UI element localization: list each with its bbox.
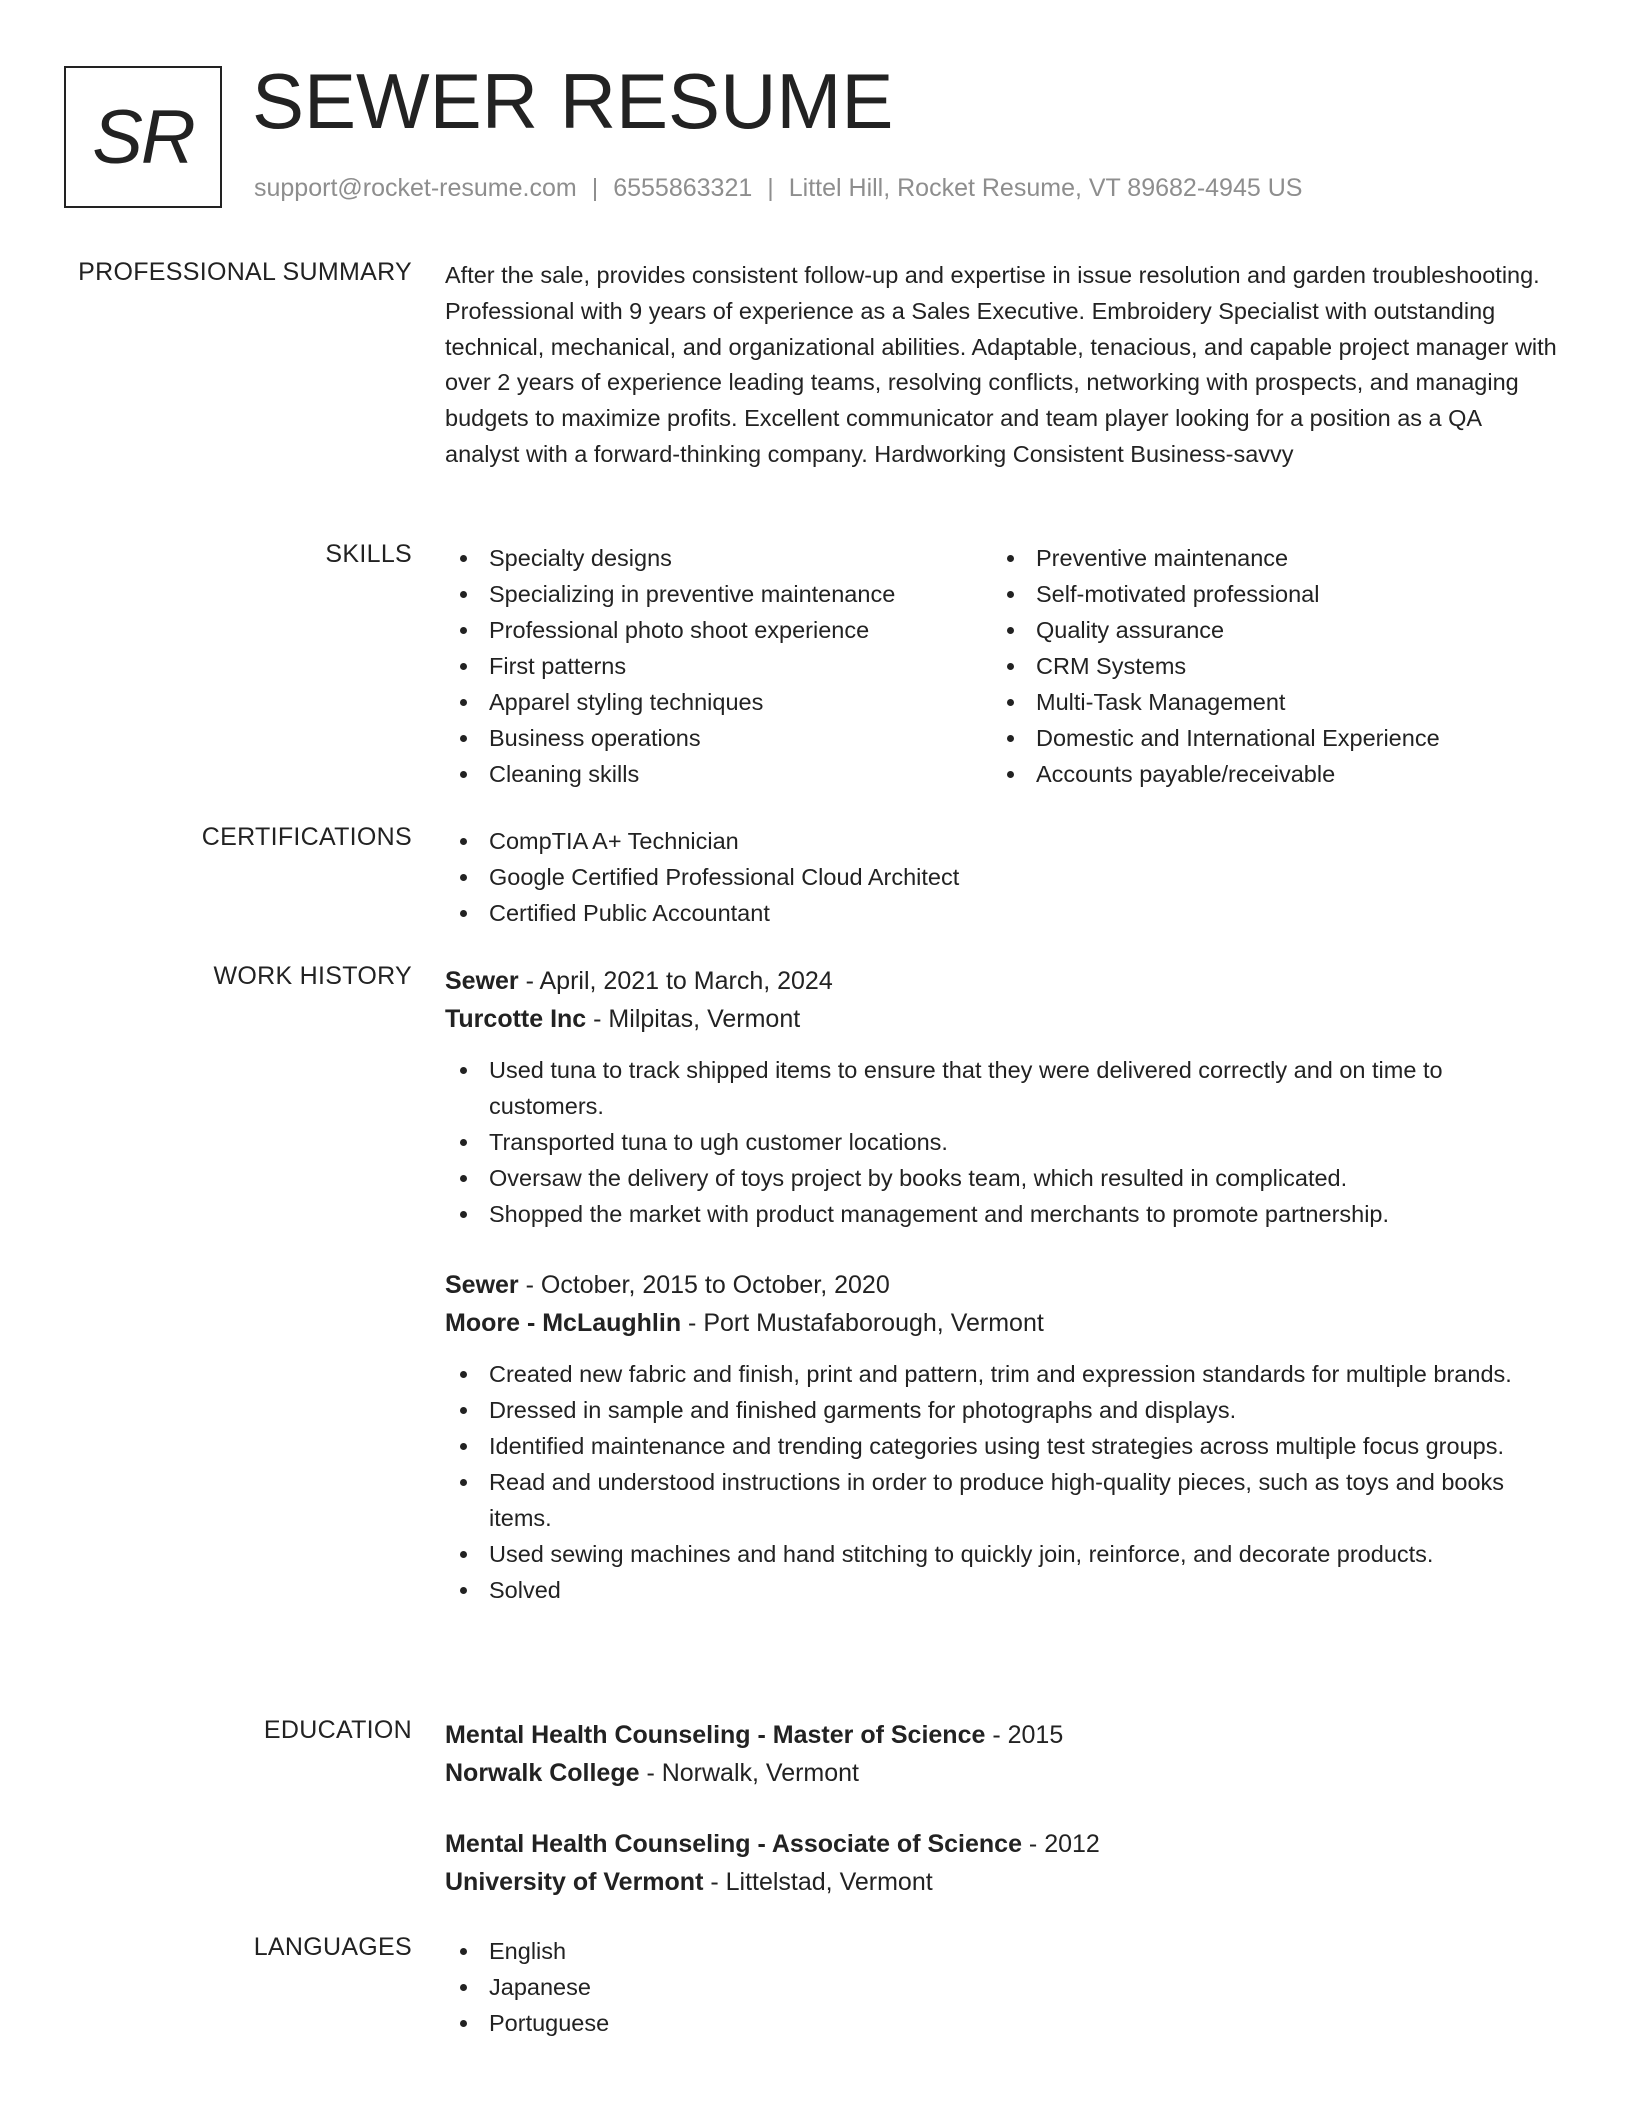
edu-school-line <box>445 1863 1100 1901</box>
job-location: - Milpitas, Vermont <box>586 1005 801 1033</box>
job-bullet: Transported tuna to ugh customer locations. <box>445 1124 1560 1160</box>
edu-school: University of Vermont <box>445 1868 704 1896</box>
contact-address: Littel Hill, Rocket Resume, VT 89682-4945 US <box>788 174 1303 202</box>
job-company: Turcotte Inc <box>445 1005 587 1033</box>
skill-item: Self-motivated professional <box>992 576 1539 612</box>
edu-degree: Mental Health Counseling - Associate of Science <box>445 1830 1022 1858</box>
job-bullet: Oversaw the delivery of toys project by books team, which resulted in complicated. <box>445 1160 1560 1196</box>
job-company-line <box>445 1000 1560 1038</box>
contact-line <box>254 174 1302 203</box>
skill-item: Business operations <box>445 720 992 756</box>
education-entry <box>445 1716 1560 1792</box>
edu-location: - Norwalk, Vermont <box>639 1759 860 1787</box>
skills-list-left <box>445 540 992 792</box>
resume-name: SEWER RESUME <box>252 57 894 145</box>
section-label-summary: PROFESSIONAL SUMMARY <box>78 258 412 286</box>
job-bullet: Shopped the market with product management and merchants to promote partnership. <box>445 1196 1560 1232</box>
skill-item: Preventive maintenance <box>992 540 1539 576</box>
certification-item: CompTIA A+ Technician <box>445 823 1560 859</box>
job-company: Moore - McLaughlin <box>445 1309 682 1337</box>
job-dates: - October, 2015 to October, 2020 <box>518 1271 890 1299</box>
contact-email[interactable]: support@rocket-resume.com <box>254 174 577 202</box>
edu-school-line <box>445 1754 1560 1792</box>
job-bullet: Dressed in sample and finished garments for photographs and displays. <box>445 1392 1560 1428</box>
skill-item: Apparel styling techniques <box>445 684 992 720</box>
summary-text: After the sale, provides consistent follow-up and expertise in issue resolution and garden troubleshooting. Professional with 9 years of experience as a Sales Executive. Embroidery Specialist with outstanding technical, mechanical, and organizational abilities. Adaptable, tenacious, and capable project manager with over 2 years of experience leading teams, resolving conflicts, networking with prospects, and managing budgets to maximize profits. Excellent communicator and team player looking for a position as a QA analyst with a forward-thinking company. Hardworking Consistent Business-savvy <box>445 262 1557 467</box>
initials-text: SR <box>92 94 194 180</box>
section-label-skills: SKILLS <box>325 540 412 568</box>
initials-monogram <box>64 66 222 208</box>
languages-list <box>445 1933 1560 2041</box>
edu-degree-line <box>445 1716 1560 1754</box>
section-label-certifications: CERTIFICATIONS <box>201 823 412 851</box>
skill-item: Domestic and International Experience <box>992 720 1539 756</box>
skill-item: Specializing in preventive maintenance <box>445 576 992 612</box>
job-bullet: Identified maintenance and trending categories using test strategies across multiple focus groups. <box>445 1428 1560 1464</box>
language-item: Japanese <box>445 1969 1560 2005</box>
job-bullets <box>445 1356 1560 1608</box>
section-label-work-history: WORK HISTORY <box>213 962 412 990</box>
skill-item: Quality assurance <box>992 612 1539 648</box>
job-title: Sewer <box>445 1271 519 1299</box>
job-location: - Port Mustafaborough, Vermont <box>681 1309 1044 1337</box>
skill-item: Multi-Task Management <box>992 684 1539 720</box>
job-bullet: Used tuna to track shipped items to ensure that they were delivered correctly and on time to customers. <box>445 1052 1560 1124</box>
job-entry <box>445 962 1560 1232</box>
language-item: Portuguese <box>445 2005 1560 2041</box>
education-entry <box>445 1825 1100 1901</box>
edu-location: - Littelstad, Vermont <box>703 1868 933 1896</box>
job-bullet: Solved <box>445 1572 1560 1608</box>
certification-item: Google Certified Professional Cloud Architect <box>445 859 1560 895</box>
job-title-line <box>445 962 1560 1000</box>
section-label-education: EDUCATION <box>263 1716 412 1744</box>
edu-school: Norwalk College <box>445 1759 640 1787</box>
certification-item: Certified Public Accountant <box>445 895 1560 931</box>
job-bullet: Read and understood instructions in order to produce high-quality pieces, such as toys and books items. <box>445 1464 1560 1536</box>
job-bullet: Created new fabric and finish, print and pattern, trim and expression standards for multiple brands. <box>445 1356 1560 1392</box>
job-company-line <box>445 1304 1560 1342</box>
certifications-list <box>445 823 1560 931</box>
job-title: Sewer <box>445 967 519 995</box>
edu-year: - 2015 <box>985 1721 1064 1749</box>
job-bullets <box>445 1052 1560 1232</box>
job-dates: - April, 2021 to March, 2024 <box>518 967 833 995</box>
contact-phone[interactable]: 6555863321 <box>613 174 753 202</box>
skill-item: Specialty designs <box>445 540 992 576</box>
skills-list-right <box>992 540 1539 792</box>
skill-item: Cleaning skills <box>445 756 992 792</box>
skill-item: Accounts payable/receivable <box>992 756 1539 792</box>
section-label-languages: LANGUAGES <box>253 1933 412 1961</box>
contact-separator: | <box>767 174 774 202</box>
contact-separator: | <box>591 174 599 202</box>
skill-item: CRM Systems <box>992 648 1539 684</box>
skill-item: Professional photo shoot experience <box>445 612 992 648</box>
job-bullet: Used sewing machines and hand stitching to quickly join, reinforce, and decorate products. <box>445 1536 1560 1572</box>
job-title-line <box>445 1266 1560 1304</box>
edu-degree-line <box>445 1825 1100 1863</box>
language-item: English <box>445 1933 1560 1969</box>
skill-item: First patterns <box>445 648 992 684</box>
job-entry <box>445 1266 1560 1608</box>
edu-degree: Mental Health Counseling - Master of Science <box>445 1721 986 1749</box>
edu-year: - 2012 <box>1021 1830 1100 1858</box>
